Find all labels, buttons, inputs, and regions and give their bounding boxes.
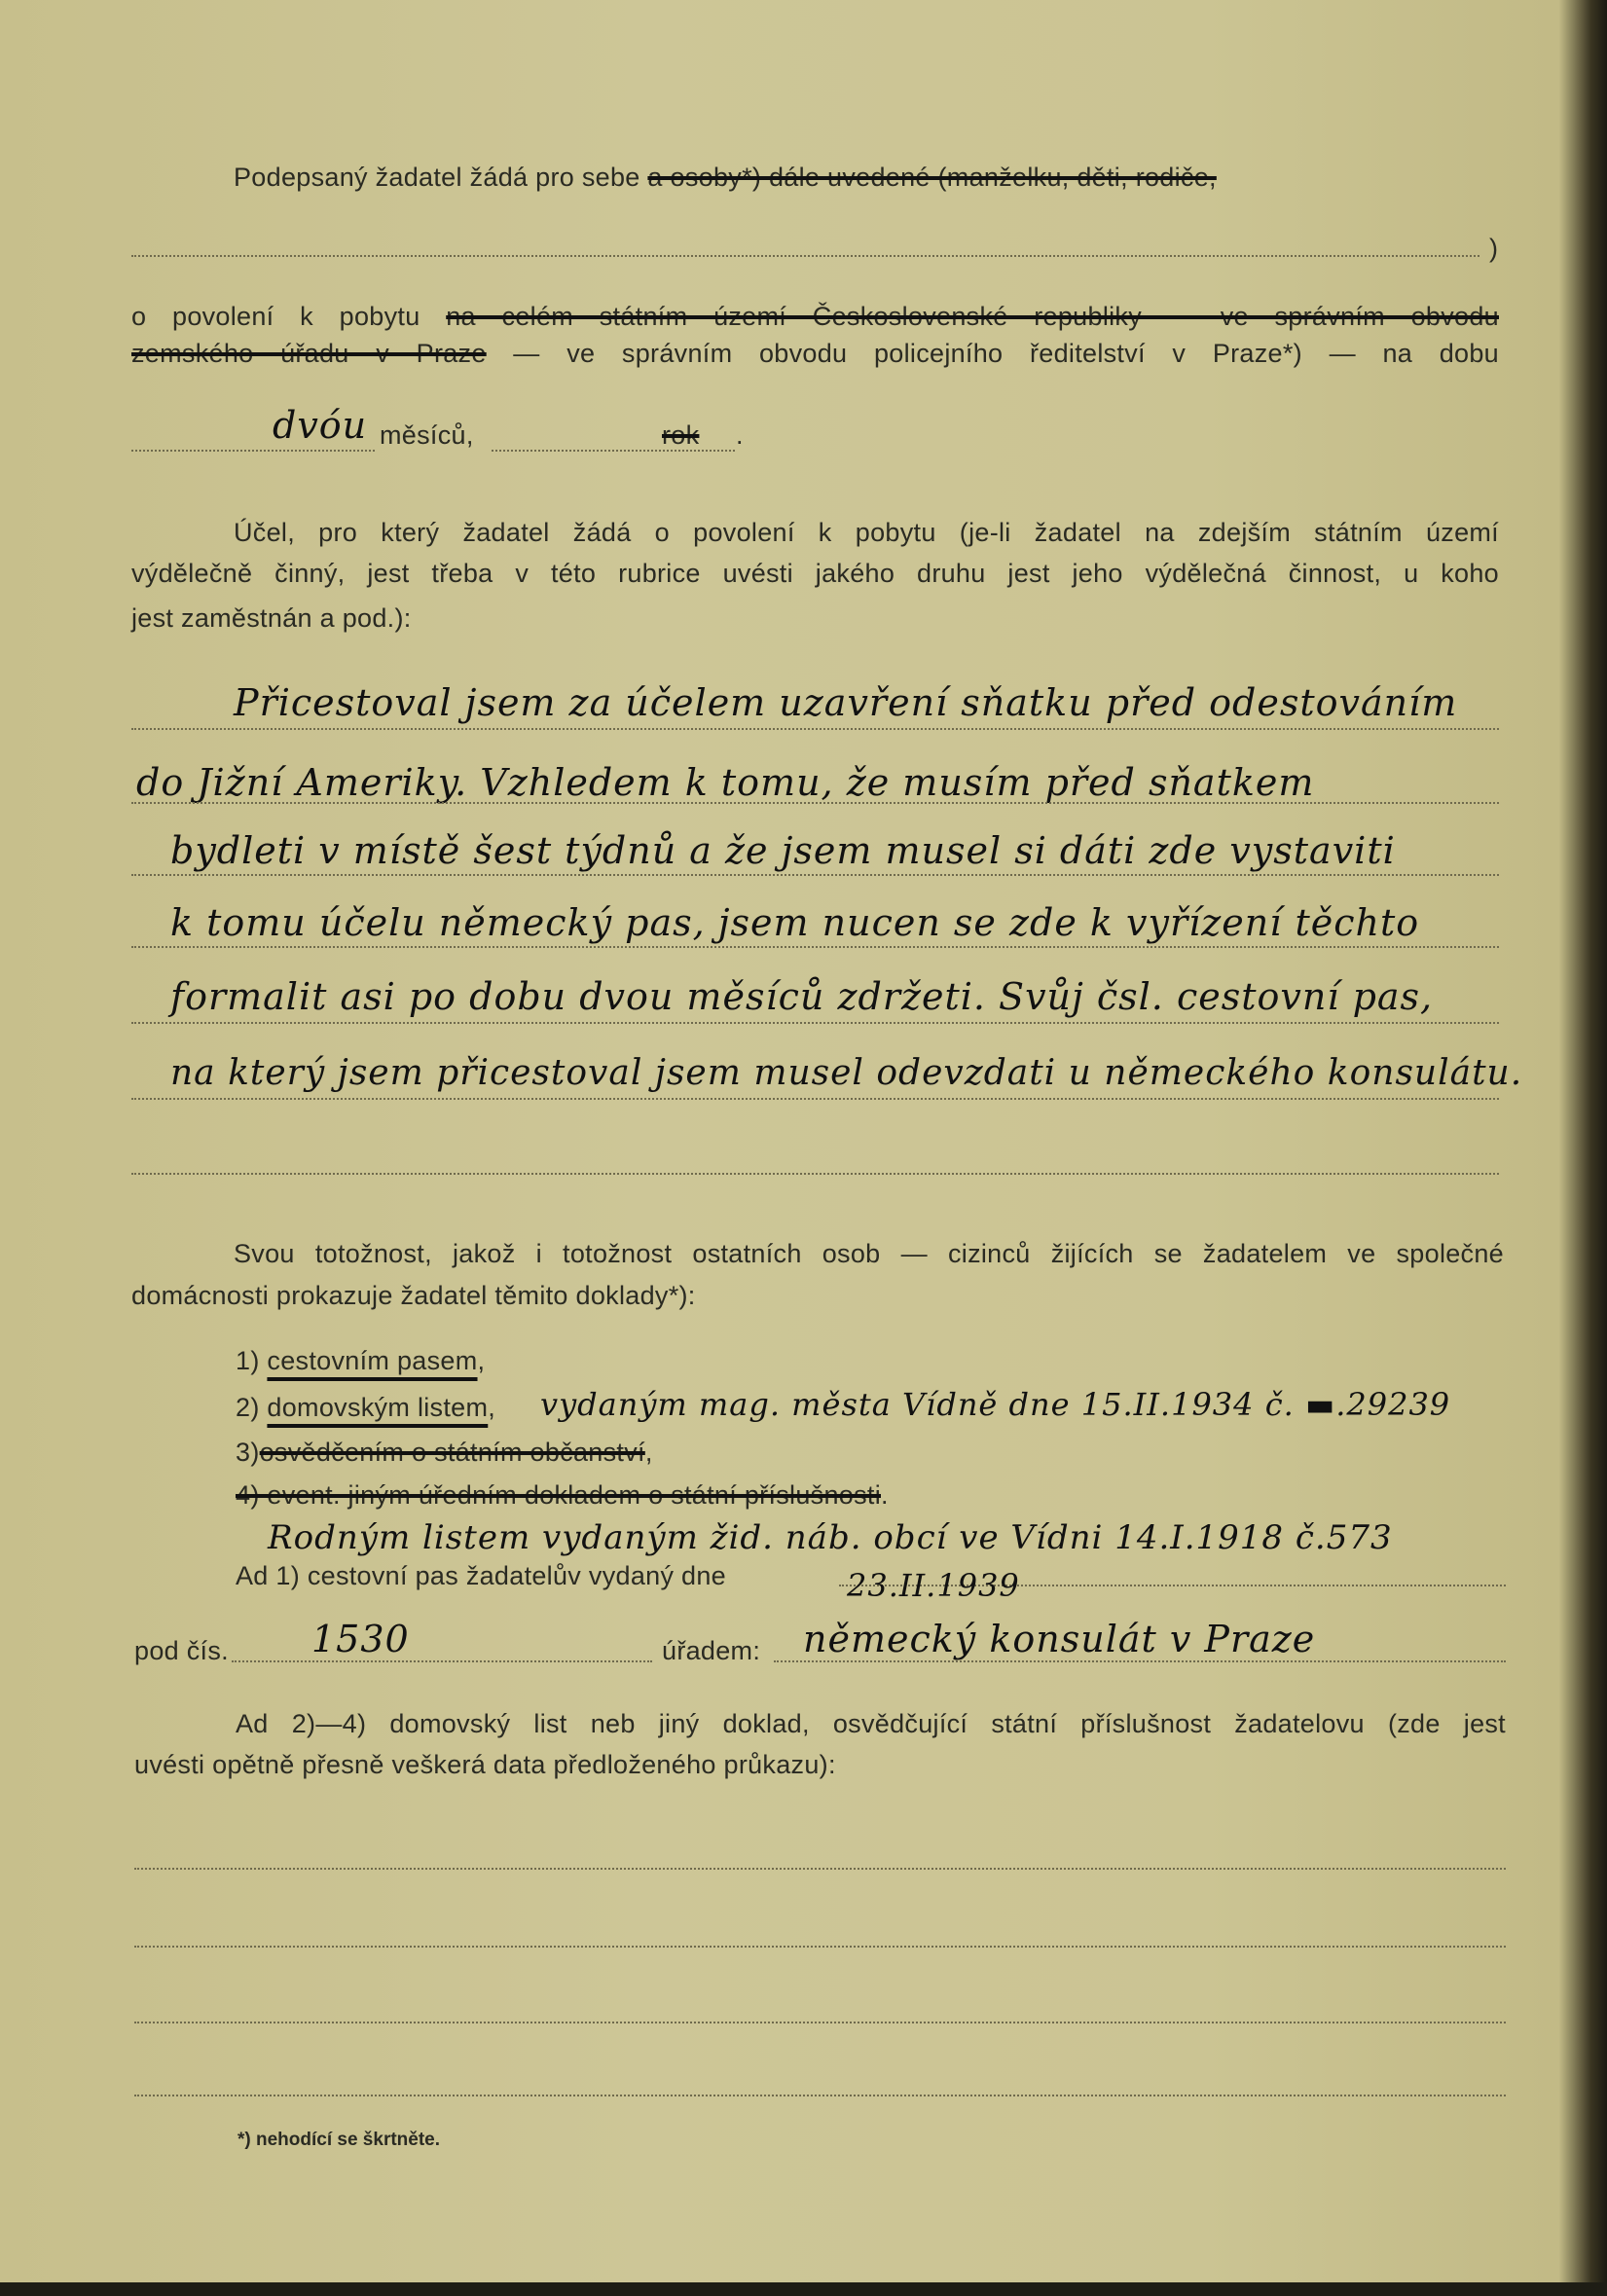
persons-field-line [131, 255, 1479, 257]
doc-text-struck: osvědčením o státním občanství [259, 1438, 645, 1467]
field-line [131, 874, 1499, 876]
doc-num: 1) [236, 1346, 260, 1375]
doc-2 [236, 1393, 495, 1423]
field-line [131, 1173, 1499, 1175]
field-line [131, 1098, 1499, 1100]
domicile-label-2: uvésti opětně přesně veškerá data předloženého průkazu): [134, 1750, 836, 1779]
passport-office-value: německý konsulát v Praze [803, 1618, 1316, 1660]
field-line [134, 2095, 1506, 2096]
residence-text: o povolení k pobytu [131, 302, 447, 331]
field-line [134, 1946, 1506, 1948]
doc-1 [236, 1346, 485, 1376]
field-line [134, 1868, 1506, 1870]
purpose-label-1: Účel, pro který žadatel žádá o povolení k pobytu (je-li žadatel na zdejším státním území [234, 518, 1499, 547]
field-line [131, 1022, 1499, 1024]
passport-office-line [774, 1660, 1506, 1662]
domicile-details: vydaným mag. města Vídně dne 15.II.1934 č. ▬.29239 [540, 1386, 1451, 1423]
passport-number-value: 1530 [311, 1618, 410, 1660]
field-line [131, 946, 1499, 948]
comma: , [488, 1393, 496, 1422]
purpose-line: k tomu účelu německý pas, jsem nucen se zde k vyřízení těchto [170, 901, 1420, 944]
doc-3 [236, 1438, 653, 1468]
comma: , [477, 1346, 486, 1375]
police-district-text: — ve správním obvodu policejního ředitelství v Praze*) — na dobu [486, 339, 1499, 368]
close-paren: ) [1489, 234, 1499, 263]
doc-text: cestovním pasem [267, 1346, 478, 1375]
comma: , [644, 1438, 653, 1467]
field-line [131, 728, 1499, 730]
passport-number-line [232, 1660, 652, 1662]
field-line [131, 802, 1499, 804]
residence-line-2 [131, 339, 1499, 369]
passport-office-label: úřadem: [662, 1636, 761, 1665]
applicant-line [234, 163, 1217, 193]
passport-number-label: pod čís. [134, 1636, 229, 1665]
purpose-line: do Jižní Ameriky. Vzhledem k tomu, že musím před sňatkem [136, 761, 1315, 804]
doc-4 [236, 1480, 889, 1511]
struck-territory-text: na celém státním území Československé republiky — ve správním obvodu [446, 302, 1499, 331]
period: . [736, 420, 744, 450]
passport-date-value: 23.II.1939 [847, 1567, 1020, 1604]
period: . [881, 1480, 889, 1510]
months-field-line [131, 450, 375, 452]
applicant-text: Podepsaný žadatel žádá pro sebe [234, 163, 648, 192]
domicile-label-1: Ad 2)—4) domovský list neb jiný doklad, osvědčující státní příslušnost žadatelovu (zde jest [236, 1709, 1506, 1738]
months-label: měsíců, [380, 420, 474, 450]
residence-line-1 [131, 302, 1499, 332]
doc-num: 3) [236, 1438, 260, 1467]
passport-date-label: Ad 1) cestovní pas žadatelův vydaný dne [236, 1561, 727, 1590]
doc-text: domovským listem [267, 1393, 489, 1422]
struck-persons-text: a osoby*) dále uvedené (manželku, děti, rodiče, [647, 163, 1217, 192]
birth-certificate-details: Rodným listem vydaným žid. náb. obcí ve Vídni 14.I.1918 č.573 [268, 1518, 1393, 1557]
purpose-line: bydleti v místě šest týdnů a že jsem musel si dáti zde vystaviti [170, 829, 1396, 872]
purpose-label-2: výdělečně činný, jest třeba v této rubrice uvésti jakého druhu jest jeho výdělečná činnost, u koho [131, 559, 1499, 588]
doc-num: 2) [236, 1393, 260, 1422]
purpose-line: Přicestoval jsem za účelem uzavření sňatku před odestováním [234, 681, 1458, 724]
purpose-label-3: jest zaměstnán a pod.): [131, 603, 412, 633]
scan-edge [0, 2282, 1607, 2296]
identity-label-2: domácnosti prokazuje žadatel těmito doklady*): [131, 1281, 696, 1310]
purpose-line: na který jsem přicestoval jsem musel odevzdati u německého konsulátu. [170, 1053, 1523, 1093]
purpose-line: formalit asi po dobu dvou měsíců zdržeti. Svůj čsl. cestovní pas, [170, 975, 1434, 1018]
year-label-struck: rok [662, 420, 700, 450]
footnote: *) nehodící se škrtněte. [237, 2130, 441, 2150]
months-value: dvóu [273, 404, 368, 447]
identity-label-1: Svou totožnost, jakož i totožnost ostatních osob — cizinců žijících se žadatelem ve společné [234, 1239, 1504, 1268]
struck-office-text: zemského úřadu v Praze [131, 339, 487, 368]
field-line [134, 2022, 1506, 2023]
doc-text-struck: 4) event. jiným úředním dokladem o státní příslušnosti [236, 1480, 881, 1510]
